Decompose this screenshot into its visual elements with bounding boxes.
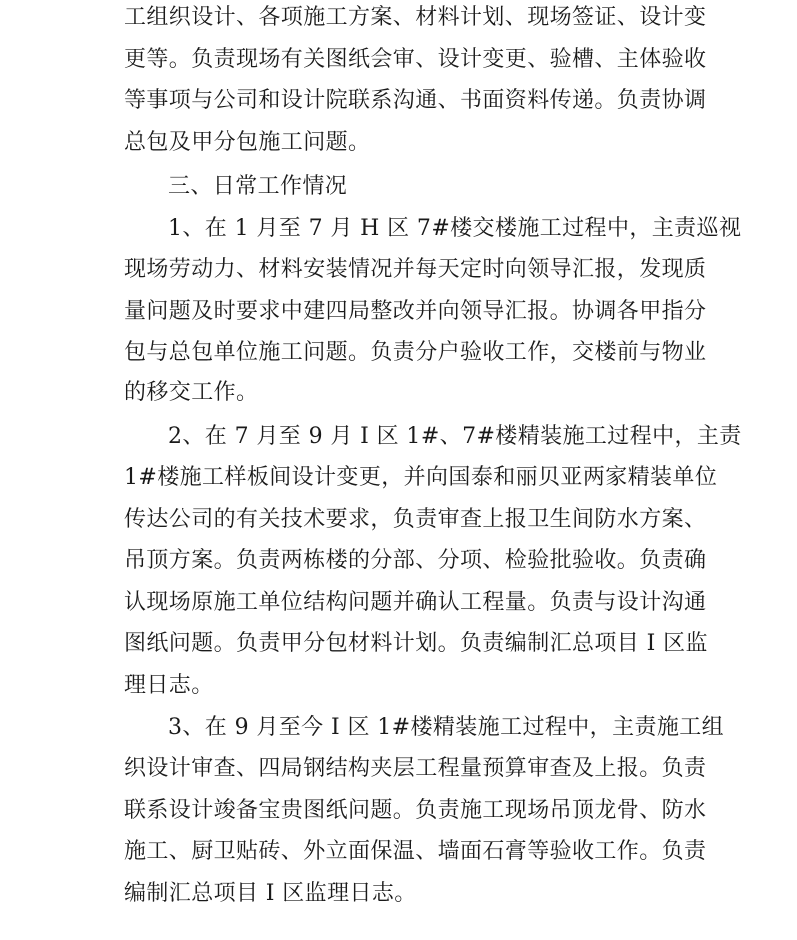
text-line-15: 认现场原施工单位结构问题并确认工程量。负责与设计沟通: [124, 590, 707, 615]
text-line-21: 施工、厨卫贴砖、外立面保温、墙面石膏等验收工作。负责: [124, 839, 707, 864]
text-line-20: 联系设计竣备宝贵图纸问题。负责施工现场吊顶龙骨、防水: [124, 798, 707, 823]
text-line-11: 2、在 7 月至 9 月 I 区 1#、7#楼精装施工过程中，主责: [168, 424, 742, 449]
text-line-9: 包与总包单位施工问题。负责分户验收工作，交楼前与物业: [124, 340, 707, 365]
text-line-17: 理日志。: [124, 673, 214, 698]
text-line-8: 量问题及时要求中建四局整改并向领导汇报。协调各甲指分: [124, 299, 707, 324]
text-line-22: 编制汇总项目 I 区监理日志。: [124, 881, 417, 906]
text-line-10: 的移交工作。: [124, 380, 259, 405]
text-line-12: 1#楼施工样板间设计变更，并向国泰和丽贝亚两家精装单位: [124, 465, 718, 490]
text-line-14: 吊顶方案。负责两栋楼的分部、分项、检验批验收。负责确: [124, 548, 707, 573]
text-line-19: 织设计审查、四局钢结构夹层工程量预算审查及上报。负责: [124, 756, 707, 781]
text-line-1: 工组织设计、各项施工方案、材料计划、现场签证、设计变: [124, 5, 707, 30]
text-line-13: 传达公司的有关技术要求，负责审查上报卫生间防水方案、: [124, 507, 707, 532]
text-line-2: 更等。负责现场有关图纸会审、设计变更、验槽、主体验收: [124, 47, 707, 72]
text-line-4: 总包及甲分包施工问题。: [124, 130, 371, 155]
section-heading: 三、日常工作情况: [168, 174, 348, 199]
text-line-16: 图纸问题。负责甲分包材料计划。负责编制汇总项目 I 区监: [124, 631, 708, 656]
text-line-6: 1、在 1 月至 7 月 H 区 7#楼交楼施工过程中，主责巡视: [168, 216, 742, 241]
text-line-3: 等事项与公司和设计院联系沟通、书面资料传递。负责协调: [124, 88, 707, 113]
text-line-7: 现场劳动力、材料安装情况并每天定时向领导汇报，发现质: [124, 257, 707, 282]
text-line-18: 3、在 9 月至今 I 区 1#楼精装施工过程中，主责施工组: [168, 715, 725, 740]
